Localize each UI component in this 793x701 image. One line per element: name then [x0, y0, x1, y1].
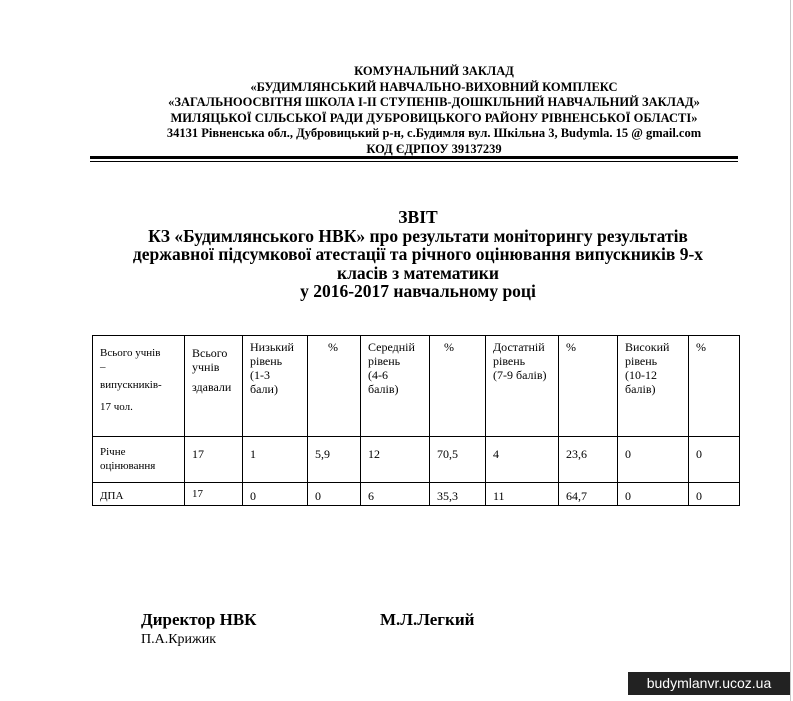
row-label	[93, 483, 185, 506]
header-text: випускників-	[100, 379, 162, 391]
row-label-text: Річне	[100, 446, 126, 458]
table-row-annual-assessment	[93, 437, 740, 483]
table-cell: 35,3	[430, 483, 486, 506]
header-text: рівень	[493, 354, 526, 368]
table-cell: 0	[618, 437, 689, 483]
header-text: (10-12	[625, 368, 657, 382]
title-line: державної підсумкової атестації та річного оцінювання випускників 9-х	[132, 244, 704, 264]
header-divider-thin	[90, 161, 738, 162]
header-text: рівень	[368, 354, 401, 368]
table-row-state-exam	[93, 483, 740, 506]
header-text: бали)	[250, 382, 278, 396]
table-cell: 0	[243, 483, 308, 506]
results-table	[92, 335, 740, 506]
header-text: 17 чол.	[100, 401, 133, 413]
table-cell: 4	[486, 437, 559, 483]
table-cell: 12	[361, 437, 430, 483]
header-line: «ЗАГАЛЬНООСВІТНЯ ШКОЛА І-ІІ СТУПЕНІВ-ДОШКІЛЬНИЙ НАВЧАЛЬНИЙ ЗАКЛАД»	[168, 95, 700, 109]
header-line: «БУДИМЛЯНСЬКИЙ НАВЧАЛЬНО-ВИХОВНИЙ КОМПЛЕКС	[250, 79, 618, 94]
table-cell: 70,5	[430, 437, 486, 483]
table-cell: 23,6	[559, 437, 618, 483]
table-cell: 64,7	[559, 483, 618, 506]
header-text: –	[100, 361, 106, 373]
table-cell: 0	[689, 437, 740, 483]
row-label-text: оцінювання	[100, 460, 156, 472]
table-cell: 0	[689, 483, 740, 506]
header-medium-level	[361, 336, 430, 437]
table-cell: 6	[361, 483, 430, 506]
title-line: ЗВІТ	[398, 207, 438, 227]
header-total-pupils	[93, 336, 185, 437]
row-label	[93, 437, 185, 483]
header-text: %	[444, 340, 454, 354]
header-text: рівень	[250, 354, 283, 368]
header-high-level	[618, 336, 689, 437]
header-sufficient-level	[486, 336, 559, 437]
header-text: балів)	[368, 382, 399, 396]
header-text: Високий	[625, 340, 670, 354]
header-address: 34131 Рівненська обл., Дубровицький р-н, с.Будимля вул. Шкільна 3, Budymla. 15 @ gmail.com	[166, 126, 702, 140]
header-text: %	[696, 340, 706, 354]
title-line: у 2016-2017 навчальному році	[300, 281, 536, 301]
table-cell: 5,9	[308, 437, 361, 483]
director-title: Директор НВК	[141, 610, 257, 629]
header-text: %	[566, 340, 576, 354]
header-percent	[430, 336, 486, 437]
header-text: балів)	[625, 382, 656, 396]
header-line: МИЛЯЦЬКОЇ СІЛЬСЬКОЇ РАДИ ДУБРОВИЦЬКОГО РАЙОНУ РІВНЕНСЬКОЇ ОБЛАСТІ»	[170, 110, 698, 125]
table-cell: 0	[618, 483, 689, 506]
row-label-text: ДПА	[100, 490, 124, 502]
institution-header	[0, 64, 793, 157]
header-text: (4-6	[368, 368, 388, 382]
header-percent	[689, 336, 740, 437]
header-low-level	[243, 336, 308, 437]
header-percent	[308, 336, 361, 437]
table-cell: 1	[243, 437, 308, 483]
header-text: рівень	[625, 354, 658, 368]
director-name: М.Л.Легкий	[380, 610, 475, 629]
table-cell: 11	[486, 483, 559, 506]
header-text: Всього	[192, 346, 228, 360]
header-text: Всього учнів	[100, 347, 161, 359]
header-text: Низький	[250, 340, 294, 354]
header-text: здавали	[192, 380, 232, 394]
report-title	[0, 208, 793, 301]
header-line: КОМУНАЛЬНИЙ ЗАКЛАД	[354, 64, 514, 78]
title-line: класів з математики	[337, 262, 499, 283]
header-text: Достатній	[493, 340, 545, 354]
header-text: %	[328, 340, 338, 354]
header-edrpou-code: КОД ЄДРПОУ 39137239	[366, 141, 502, 156]
header-text: (1-3	[250, 368, 270, 382]
header-took-exam	[185, 336, 243, 437]
header-divider-thick	[90, 156, 738, 159]
table-cell: 17	[185, 437, 243, 483]
header-text: (7-9 балів)	[493, 368, 547, 382]
table-cell: 17	[185, 483, 243, 506]
second-signatory-name: П.А.Крижик	[141, 632, 217, 647]
title-line: КЗ «Будимлянського НВК» про результати моніторингу результатів	[148, 225, 688, 246]
table-header-row	[93, 336, 740, 437]
site-watermark: budymlanvr.ucoz.ua	[628, 672, 790, 695]
table-cell: 0	[308, 483, 361, 506]
header-percent	[559, 336, 618, 437]
header-text: Середній	[368, 340, 415, 354]
header-text: учнів	[192, 360, 220, 374]
